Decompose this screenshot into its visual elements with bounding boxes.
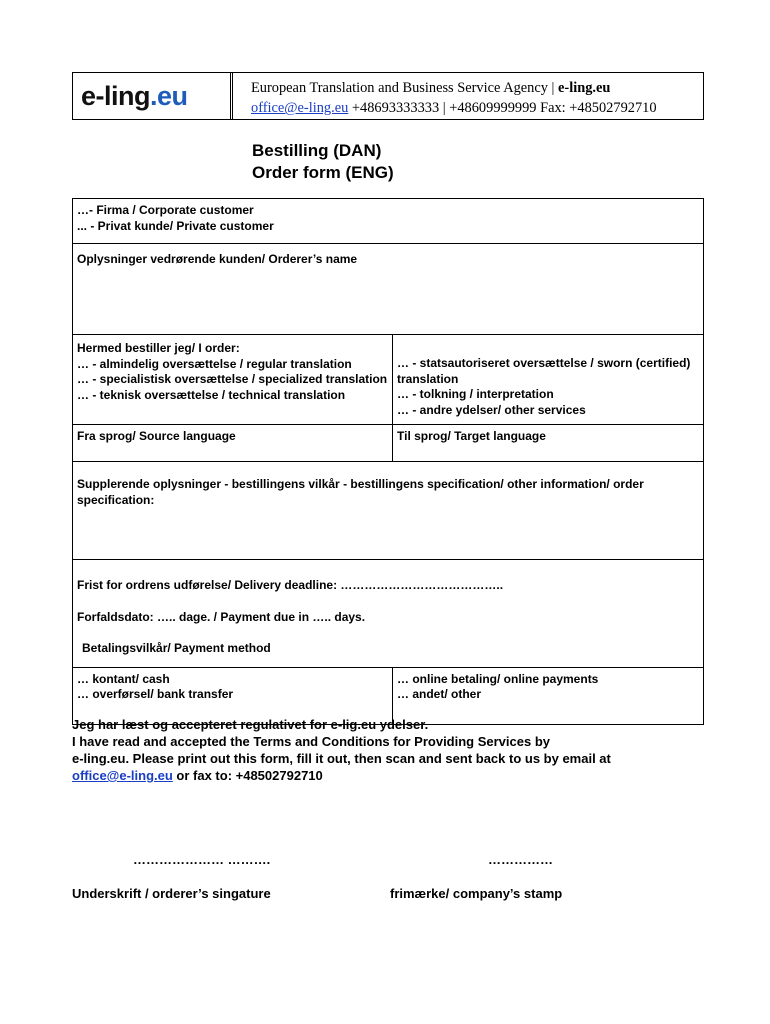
cash-option[interactable]: … kontant/ cash bbox=[77, 671, 170, 686]
customer-type-cell[interactable] bbox=[73, 199, 704, 244]
bank-transfer-option[interactable]: … overførsel/ bank transfer bbox=[77, 687, 234, 701]
order-services-right[interactable] bbox=[393, 335, 704, 425]
terms-acceptance: Jeg har læst og accepteret regulativet for e-lig.eu ydelser. I have read and accepted the Terms and Conditions for Providing Services by e-ling.eu. Please print out this form, fill it out, then scan and sent back to us by email at office@e-ling.eu or fax to: +48502792710 bbox=[72, 717, 611, 783]
orderer-name-field[interactable]: Oplysninger vedrørende kunden/ Orderer’s name bbox=[73, 244, 704, 335]
logo: e-ling.eu bbox=[81, 80, 188, 111]
agency-line: European Translation and Business Service Agency | e-ling.eu bbox=[251, 80, 611, 96]
other-payment-option[interactable]: … andet/ other bbox=[397, 687, 482, 701]
specialized-translation-option[interactable]: … - specialistisk oversættelse / specialized translation bbox=[77, 372, 388, 386]
logo-cell bbox=[73, 73, 233, 119]
source-language-field[interactable]: Fra sprog/ Source language bbox=[73, 425, 393, 462]
target-language-field[interactable]: Til sprog/ Target language bbox=[393, 425, 704, 462]
order-services-left[interactable]: Hermed bestiller jeg/ I order: … - almindelig oversættelse / regular translation … - specialistisk oversættelse / specialized translation … - teknisk oversættelse / technical translation bbox=[73, 335, 393, 425]
page-title: Bestilling (DAN) Order form (ENG) bbox=[252, 141, 394, 182]
interpretation-option[interactable]: … - tolkning / interpretation bbox=[397, 387, 554, 401]
payment-due-field[interactable]: Forfaldsdato: ….. dage. / Payment due in ….. days. bbox=[77, 609, 366, 624]
email-link[interactable]: office@e-ling.eu bbox=[251, 100, 349, 116]
sworn-translation-option[interactable]: … - statsautoriseret oversættelse / sworn (certified) translation bbox=[397, 356, 691, 386]
contact-info bbox=[233, 73, 703, 119]
delivery-deadline-field[interactable]: Frist for ordrens udførelse/ Delivery deadline: ………………………………….. bbox=[77, 578, 504, 592]
signature-line[interactable]: ………………… ………. bbox=[133, 852, 271, 867]
regular-translation-option[interactable]: … - almindelig oversættelse / regular translation bbox=[77, 356, 352, 371]
private-customer-option[interactable]: ... - Privat kunde/ Private customer bbox=[77, 218, 274, 233]
supplementary-info-field[interactable]: Supplerende oplysninger - bestillingens vilkår - bestillingens specification/ other information/ order specification: bbox=[73, 462, 704, 560]
stamp-line[interactable]: …………… bbox=[488, 852, 553, 867]
technical-translation-option[interactable]: … - teknisk oversættelse / technical translation bbox=[77, 387, 346, 402]
letterhead bbox=[72, 72, 704, 120]
contact-line: office@e-ling.eu +48693333333 | +48609999999 Fax: +48502792710 bbox=[251, 100, 657, 116]
online-payment-option[interactable]: … online betaling/ online payments bbox=[397, 671, 599, 686]
terms-email-link[interactable]: office@e-ling.eu bbox=[72, 768, 173, 783]
corporate-customer-option[interactable]: …- Firma / Corporate customer bbox=[77, 203, 254, 217]
deadline-payment-cell[interactable] bbox=[73, 560, 704, 668]
stamp-label: frimærke/ company’s stamp bbox=[390, 886, 563, 901]
signature-label: Underskrift / orderer’s singature bbox=[72, 886, 271, 901]
payment-method-label: Betalingsvilkår/ Payment method bbox=[82, 641, 271, 655]
order-form-table bbox=[72, 198, 704, 725]
other-services-option[interactable]: … - andre ydelser/ other services bbox=[397, 402, 586, 417]
